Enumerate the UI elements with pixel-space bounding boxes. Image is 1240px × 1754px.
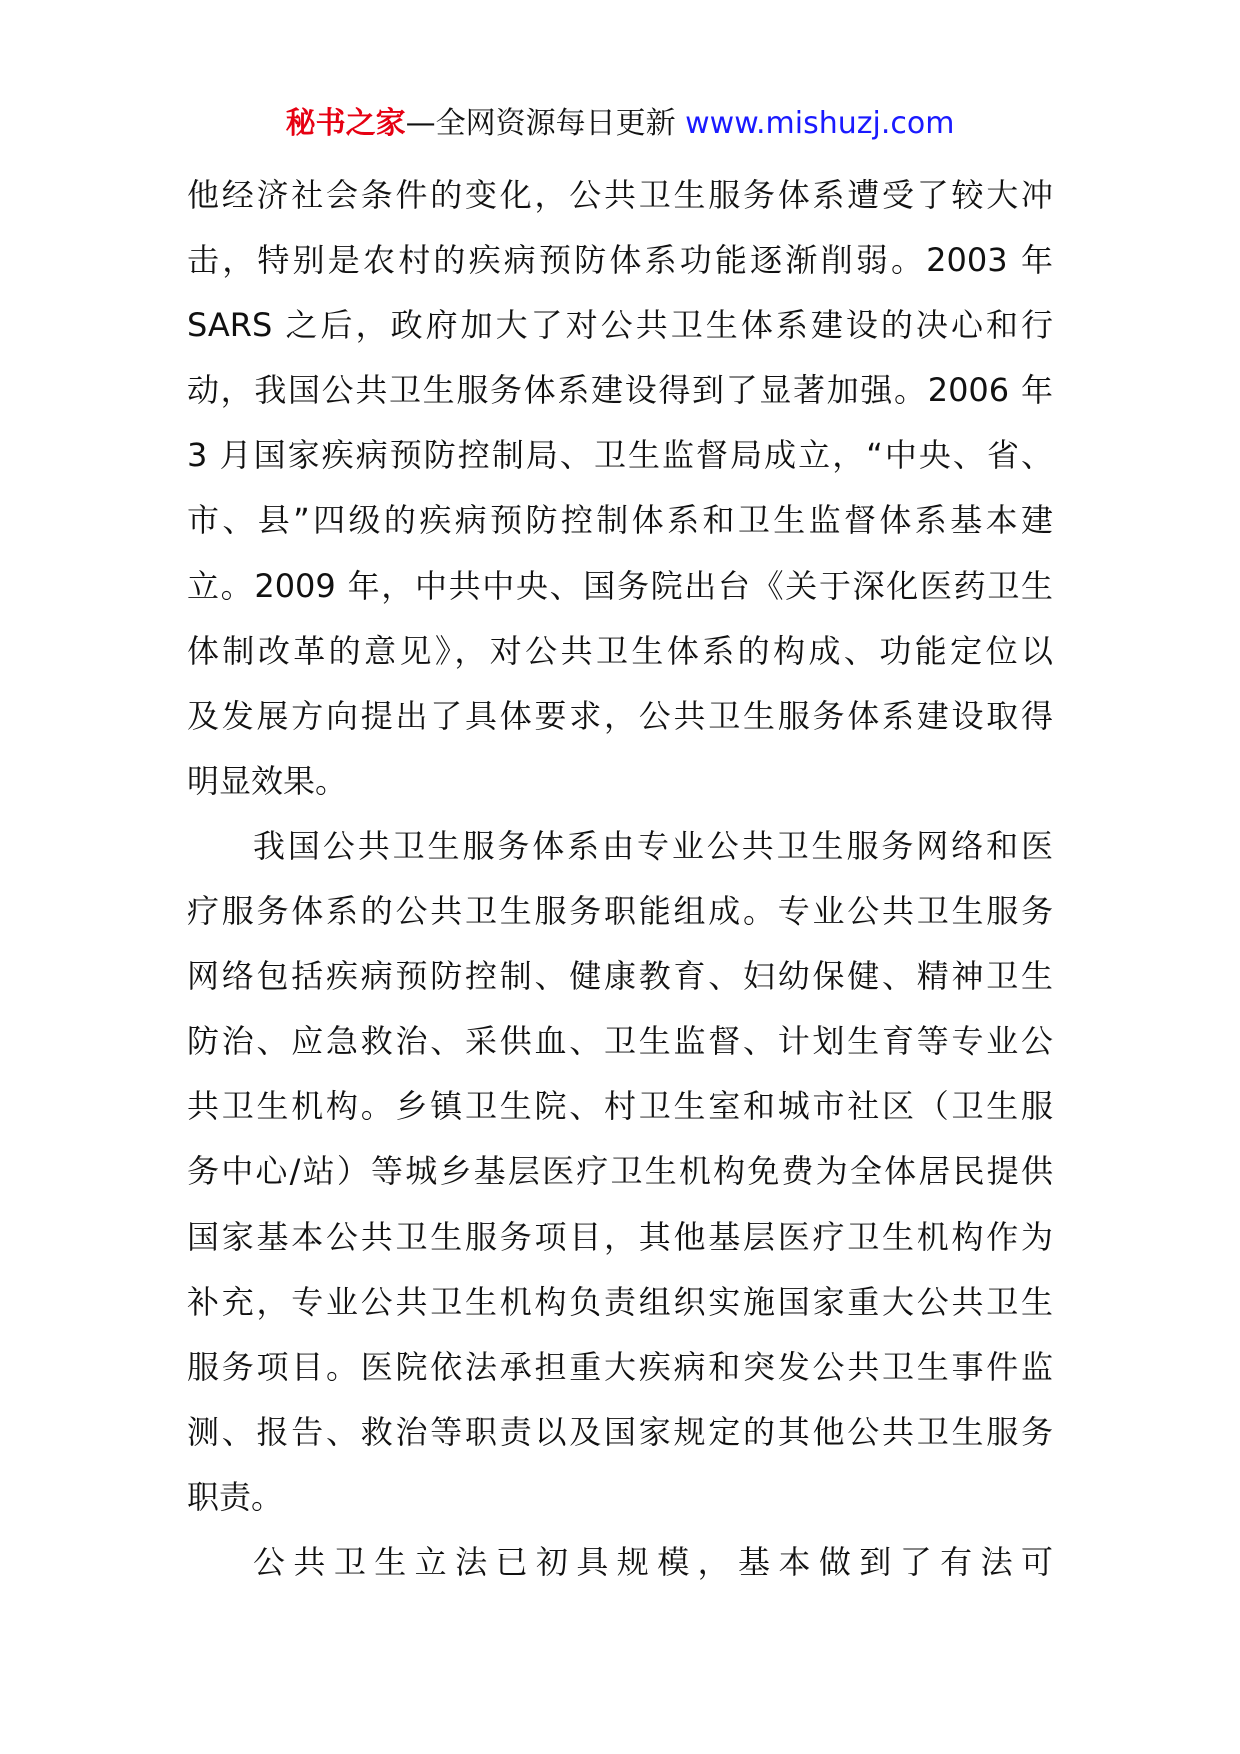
text-line: 动，我国公共卫生服务体系建设得到了显著加强。2006 年 <box>187 371 1053 410</box>
paragraph-first-line: 我国公共卫生服务体系由专业公共卫生服务网络和医 <box>253 826 1053 865</box>
text-line: 务中心/站）等城乡基层医疗卫生机构免费为全体居民提供 <box>187 1152 1053 1191</box>
site-url-link[interactable]: www.mishuzj.com <box>685 106 955 141</box>
text-line: 3 月国家疾病预防控制局、卫生监督局成立，“中央、省、 <box>187 436 1053 475</box>
text-line: 击，特别是农村的疾病预防体系功能逐渐削弱。2003 年 <box>187 241 1053 280</box>
text-line: 明显效果。 <box>187 761 348 800</box>
page-header <box>0 104 1240 144</box>
text-line: 补充，专业公共卫生机构负责组织实施国家重大公共卫生 <box>187 1282 1053 1321</box>
text-line: 立。2009 年，中共中央、国务院出台《关于深化医药卫生 <box>187 566 1053 605</box>
text-line: 他经济社会条件的变化，公共卫生服务体系遭受了较大冲 <box>187 176 1053 214</box>
site-brand: 秘书之家 <box>285 106 406 141</box>
text-line: 疗服务体系的公共卫生服务职能组成。专业公共卫生服务 <box>187 892 1053 931</box>
text-line: SARS 之后，政府加大了对公共卫生体系建设的决心和行 <box>187 306 1053 345</box>
text-line: 网络包括疾病预防控制、健康教育、妇幼保健、精神卫生 <box>187 957 1053 996</box>
header-tagline: —全网资源每日更新 <box>405 106 686 141</box>
text-line: 及发展方向提出了具体要求，公共卫生服务体系建设取得 <box>187 696 1053 735</box>
text-line: 国家基本公共卫生服务项目，其他基层医疗卫生机构作为 <box>187 1217 1053 1256</box>
text-line: 市、县”四级的疾病预防控制体系和卫生监督体系基本建 <box>187 501 1053 540</box>
text-line: 共卫生机构。乡镇卫生院、村卫生室和城市社区（卫生服 <box>187 1087 1053 1126</box>
text-line: 体制改革的意见》，对公共卫生体系的构成、功能定位以 <box>187 631 1053 670</box>
text-line: 服务项目。医院依法承担重大疾病和突发公共卫生事件监 <box>187 1347 1053 1386</box>
document-body <box>187 163 1053 1595</box>
text-line: 防治、应急救治、采供血、卫生监督、计划生育等专业公 <box>187 1022 1053 1061</box>
text-line: 测、报告、救治等职责以及国家规定的其他公共卫生服务 <box>187 1412 1053 1451</box>
paragraph-first-line: 公共卫生立法已初具规模，基本做到了有法可 <box>253 1542 1053 1581</box>
text-line: 职责。 <box>187 1477 284 1516</box>
